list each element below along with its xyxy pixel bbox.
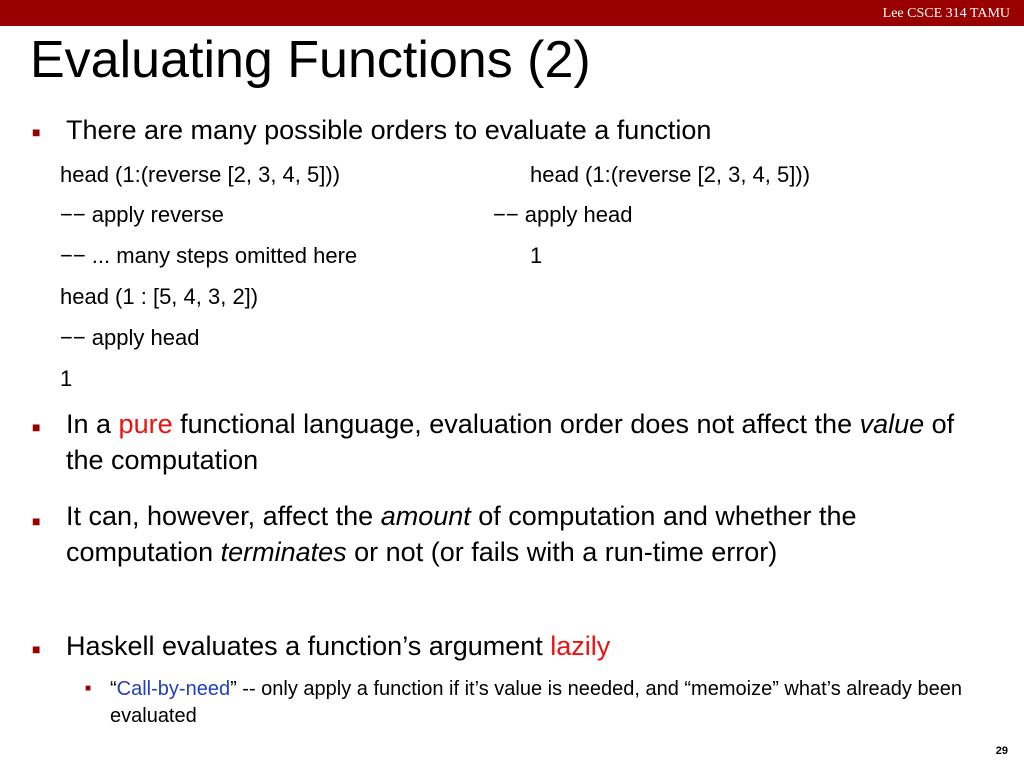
emphasis-amount: amount <box>380 501 471 531</box>
bullet-text: In a <box>66 409 119 439</box>
slide-title: Evaluating Functions (2) <box>30 31 591 89</box>
code-line: −− apply head <box>60 325 200 350</box>
bullet-marker: ■ <box>32 641 41 657</box>
code-line: head (1:(reverse [2, 3, 4, 5])) <box>530 162 811 187</box>
page-number: 29 <box>995 745 1008 757</box>
code-line: −− apply head <box>493 202 633 227</box>
bullet-text: Haskell evaluates a function’s argument <box>66 631 551 661</box>
sub-bullet-text: ” -- only apply a function if it’s value is needed, and “memoize” what’s already been evaluated <box>110 678 962 727</box>
bullet-marker: ■ <box>32 124 41 140</box>
bullet-marker: ■ <box>32 513 41 529</box>
sub-bullet-text: “ <box>110 678 117 700</box>
bullet-marker: ■ <box>32 419 41 435</box>
code-line: −− ... many steps omitted here <box>60 243 358 268</box>
bullet-evaluation-orders: There are many possible orders to evaluate a function <box>66 115 712 145</box>
bullet-pure-language <box>66 406 986 478</box>
emphasis-terminates: terminates <box>220 537 347 567</box>
sub-bullet-marker: ■ <box>85 683 92 694</box>
emphasis-value: value <box>859 409 925 439</box>
code-line: −− apply reverse <box>60 202 224 227</box>
code-line: head (1:(reverse [2, 3, 4, 5])) <box>60 162 341 187</box>
bullet-amount-of-computation <box>66 498 986 570</box>
bullet-text: It can, however, affect the <box>66 501 381 531</box>
bullet-text: of the computation <box>66 409 955 475</box>
code-line: head (1 : [5, 4, 3, 2]) <box>60 284 259 309</box>
bullet-text: or not (or fails with a run-time error) <box>346 537 778 567</box>
emphasis-lazily: lazily <box>550 631 611 661</box>
bullet-text: functional language, evaluation order does not affect the <box>172 409 860 439</box>
header-bar <box>0 0 1024 26</box>
header-credit: Lee CSCE 314 TAMU <box>882 6 1010 21</box>
emphasis-pure: pure <box>118 409 173 439</box>
term-call-by-need: Call-by-need <box>116 678 231 700</box>
bullet-haskell-lazy <box>66 628 986 664</box>
sub-bullet-call-by-need <box>110 676 990 730</box>
code-line: 1 <box>60 366 73 391</box>
code-line: 1 <box>530 243 543 268</box>
bullet-text: of computation and whether the computation <box>66 501 857 567</box>
